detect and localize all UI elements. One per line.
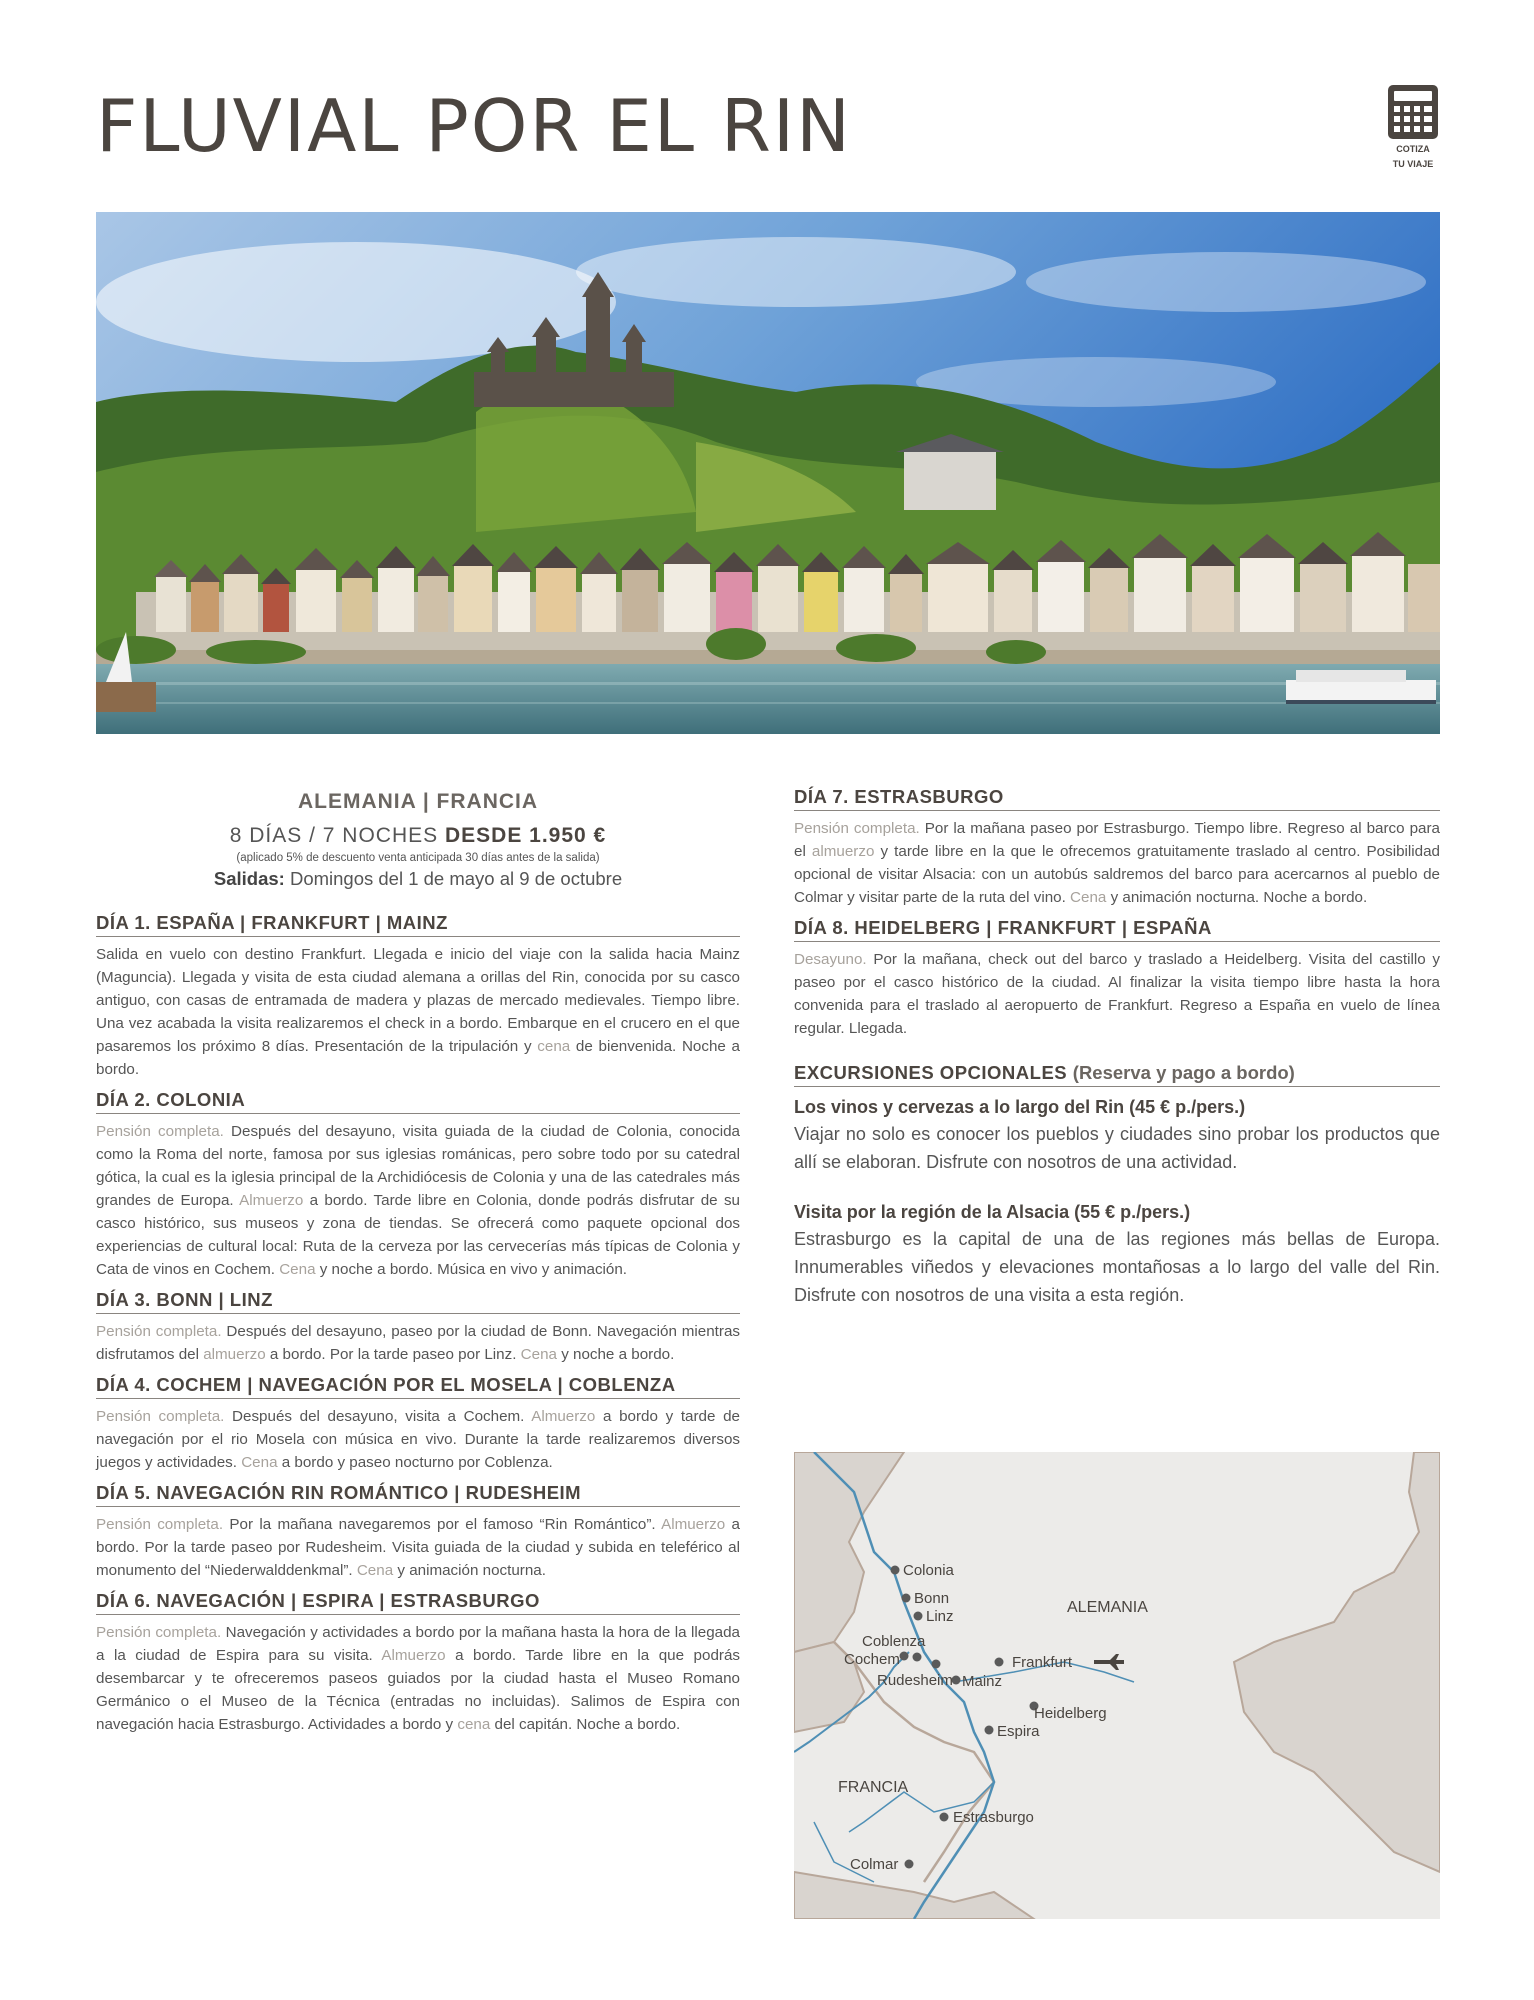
quote-trip-button[interactable] xyxy=(1384,84,1442,170)
price: DESDE 1.950 € xyxy=(444,824,607,847)
map-city-estrasburgo: Estrasburgo xyxy=(953,1809,1034,1826)
day-6-title: DÍA 6. NAVEGACIÓN | ESPIRA | ESTRASBURGO xyxy=(96,1590,740,1615)
day-8-title: DÍA 8. HEIDELBERG | FRANKFURT | ESPAÑA xyxy=(794,917,1440,942)
route-map xyxy=(794,1452,1440,1919)
map-city-heidelberg: Heidelberg xyxy=(1034,1705,1107,1722)
map-country-france: FRANCIA xyxy=(838,1779,909,1796)
day-2-text: Pensión completa. Después del desayuno, visita guiada de la ciudad de Colonia, conocida como la Roma del norte, famosa por sus iglesias románicas, pero sobre todo por su catedral gótica, la cual es la iglesia principal de la Archidiócesis de Colonia y una de las catedrales más grandes de Europa. Almuerzo a bordo. Tarde libre en Colonia, donde podrás disfrutar de su casco histórico, sus museos y zona de tiendas. Se ofrecerá como paquete opcional dos experiencias de cultural local: Ruta de la cerveza por las cervecerías más típicas de Colonia y Cata de vinos en Cochem. Cena y noche a bordo. Música en vivo y animación. xyxy=(96,1123,740,1278)
day-2-title: DÍA 2. COLONIA xyxy=(96,1089,740,1114)
map-city-linz: Linz xyxy=(926,1608,954,1625)
right-column xyxy=(794,786,1440,1335)
day-7-title: DÍA 7. ESTRASBURGO xyxy=(794,786,1440,811)
map-city-rudesheim: Rudesheim xyxy=(877,1672,953,1689)
duration-price xyxy=(96,824,740,848)
countries-heading: ALEMANIA | FRANCIA xyxy=(297,790,539,813)
day-4-title: DÍA 4. COCHEM | NAVEGACIÓN POR EL MOSELA | COBLENZA xyxy=(96,1374,740,1399)
excursion-2-title: Visita por la región de la Alsacia (55 € p./pers.) xyxy=(794,1202,1191,1222)
departures-value: Domingos del 1 de mayo al 9 de octubre xyxy=(289,868,623,889)
day-4-text: Pensión completa. Después del desayuno, visita a Cochem. Almuerzo a bordo y tarde de navegación por el rio Mosela con música en vivo. Durante la tarde realizaremos diversos juegos y actividades. Cena a bordo y paseo nocturno por Coblenza. xyxy=(96,1408,740,1471)
map-city-cochem: Cochem xyxy=(844,1651,900,1668)
map-city-frankfurt: Frankfurt xyxy=(1012,1654,1073,1671)
day-1-title: DÍA 1. ESPAÑA | FRANKFURT | MAINZ xyxy=(96,912,740,937)
excursions-heading-sub: (Reserva y pago a bordo) xyxy=(1072,1062,1295,1083)
departures-label: Salidas: xyxy=(213,868,285,889)
day-5-title: DÍA 5. NAVEGACIÓN RIN ROMÁNTICO | RUDESHEIM xyxy=(96,1482,740,1507)
day-6-text: Pensión completa. Navegación y actividades a bordo por la mañana hasta la hora de la llegada a la ciudad de Espira para su visita. Almuerzo a bordo. Tarde libre en la que podrás desembarcar y te ofreceremos paseos guiados por la ciudad hasta el Museo Romano Germánico o el Museo de la Técnica (entradas no incluidas). Salimos de Espira con navegación hacia Estrasburgo. Actividades a bordo y cena del capitán. Noche a bordo. xyxy=(96,1624,741,1733)
day-7-text: Pensión completa. Por la mañana paseo por Estrasburgo. Tiempo libre. Regreso al barco para el almuerzo y tarde libre en la que le ofrecemos gratuitamente traslado al centro. Posibilidad opcional de visitar Alsacia: con un autobús saldremos del barco para acercarnos al pueblo de Colmar y visitar parte de la ruta del vino. Cena y animación nocturna. Noche a bordo. xyxy=(794,820,1441,906)
excursions-heading: EXCURSIONES OPCIONALES (Reserva y pago a bordo) xyxy=(794,1062,1440,1087)
map-country-germany: ALEMANIA xyxy=(1067,1599,1148,1616)
duration: 8 DÍAS / 7 NOCHES xyxy=(229,824,439,847)
map-city-espira: Espira xyxy=(997,1723,1040,1740)
day-1-text: Salida en vuelo con destino Frankfurt. Llegada e inicio del viaje con la salida hacia Mainz (Maguncia). Llegada y visita de esta ciudad alemana a orillas del Rin, conocida por su casco antiguo, con casas de entramada de madera y plazas de mercado medievales. Tiempo libre. Una vez acabada la visita realizaremos el check in a bordo. Embarque en el crucero en el que pasaremos los próximo 8 días. Presentación de la tripulación y cena de bienvenida. Noche a bordo. xyxy=(96,946,741,1078)
map-city-colmar: Colmar xyxy=(850,1856,899,1873)
day-8-text: Desayuno. Por la mañana, check out del barco y traslado a Heidelberg. Visita del castillo y paseo por el casco histórico de la ciudad. Al finalizar la visita tiempo libre hasta la hora convenida para el traslado al aeropuerto de Frankfurt. Regreso a España en vuelo de línea regular. Llegada. xyxy=(794,951,1440,1037)
calculator-icon xyxy=(1387,84,1439,140)
map-city-colonia: Colonia xyxy=(903,1562,954,1579)
map-city-bonn: Bonn xyxy=(914,1590,950,1607)
day-5-text: Pensión completa. Por la mañana navegaremos por el famoso “Rin Romántico”. Almuerzo a bordo. Por la tarde paseo por Rudesheim. Visita guiada de la ciudad y subida en teleférico al monumento del “Niederwalddenkmal”. Cena y animación nocturna. xyxy=(96,1516,741,1579)
hero-photo-rhine-town xyxy=(96,212,1440,734)
departures xyxy=(96,868,740,890)
map-city-mainz: Mainz xyxy=(962,1673,1003,1690)
excursion-1-title: Los vinos y cervezas a lo largo del Rin (45 € p./pers.) xyxy=(794,1097,1246,1117)
left-column xyxy=(96,786,740,1744)
excursion-1-text: Viajar no solo es conocer los pueblos y ciudades sino probar los productos que allí se elaboran. Disfrute con nosotros de una actividad. xyxy=(794,1124,1440,1172)
day-3-text: Pensión completa. Después del desayuno, paseo por la ciudad de Bonn. Navegación mientras disfrutamos del almuerzo a bordo. Por la tarde paseo por Linz. Cena y noche a bordo. xyxy=(96,1323,740,1363)
quote-label-1: COTIZA xyxy=(1396,144,1430,154)
excursion-2-text: Estrasburgo es la capital de una de las regiones más bellas de Europa. Innumerables viñedos y elevaciones montañosas a lo largo del valle del Rin. Disfrute con nosotros de una visita a esta región. xyxy=(794,1229,1440,1305)
discount-note: (aplicado 5% de descuento venta anticipada 30 días antes de la salida) xyxy=(236,852,600,864)
day-3-title: DÍA 3. BONN | LINZ xyxy=(96,1289,740,1314)
map-city-coblenza: Coblenza xyxy=(862,1633,926,1650)
quote-label-2: TU VIAJE xyxy=(1392,159,1434,169)
page-title: FLUVIAL POR EL RIN xyxy=(96,84,852,168)
